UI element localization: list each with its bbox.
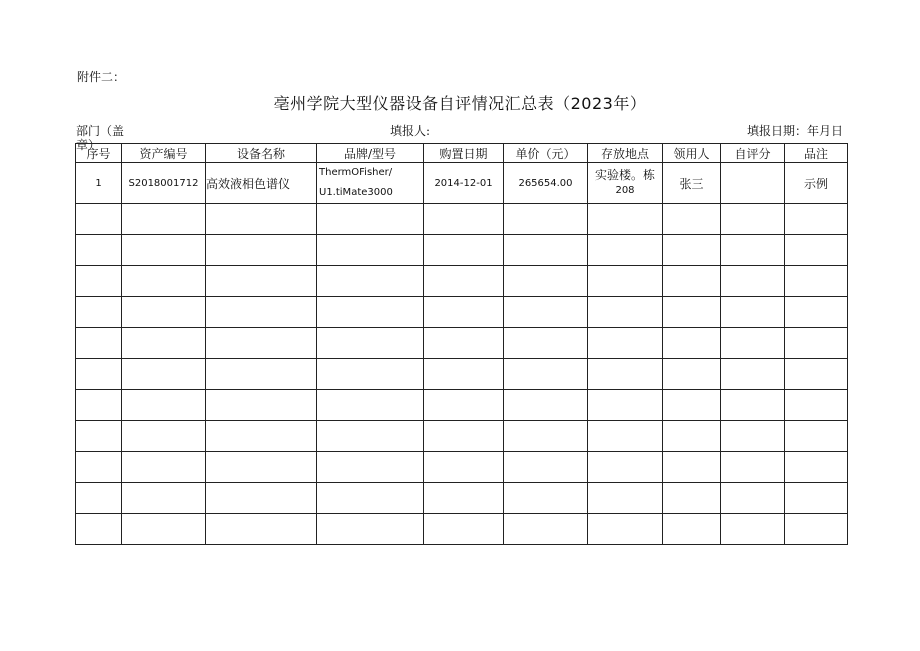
empty-cell bbox=[721, 297, 785, 328]
empty-cell bbox=[424, 235, 504, 266]
empty-cell bbox=[206, 328, 317, 359]
empty-cell bbox=[588, 235, 663, 266]
empty-cell bbox=[122, 483, 206, 514]
empty-cell bbox=[588, 359, 663, 390]
table-row-empty bbox=[76, 235, 848, 266]
summary-table bbox=[75, 143, 848, 545]
empty-cell bbox=[76, 421, 122, 452]
empty-cell bbox=[122, 514, 206, 545]
empty-cell bbox=[122, 359, 206, 390]
empty-cell bbox=[317, 328, 424, 359]
header-asset-no: 资产编号 bbox=[122, 144, 206, 163]
empty-cell bbox=[721, 328, 785, 359]
empty-cell bbox=[122, 235, 206, 266]
empty-cell bbox=[206, 266, 317, 297]
empty-cell bbox=[424, 483, 504, 514]
header-remark: 品注 bbox=[785, 144, 848, 163]
table-row-empty bbox=[76, 266, 848, 297]
header-equipment-name: 设备名称 bbox=[206, 144, 317, 163]
empty-cell bbox=[317, 452, 424, 483]
empty-cell bbox=[76, 204, 122, 235]
header-location: 存放地点 bbox=[588, 144, 663, 163]
empty-cell bbox=[721, 452, 785, 483]
empty-cell bbox=[317, 421, 424, 452]
header-purchase-date: 购置日期 bbox=[424, 144, 504, 163]
location-line-1: 实验楼。栋 bbox=[594, 168, 655, 182]
empty-cell bbox=[663, 297, 721, 328]
empty-cell bbox=[122, 452, 206, 483]
empty-cell bbox=[663, 235, 721, 266]
empty-cell bbox=[424, 297, 504, 328]
table-row-empty bbox=[76, 514, 848, 545]
empty-cell bbox=[663, 390, 721, 421]
empty-cell bbox=[663, 421, 721, 452]
empty-cell bbox=[588, 328, 663, 359]
table-row bbox=[76, 163, 848, 204]
empty-cell bbox=[424, 359, 504, 390]
empty-cell bbox=[663, 483, 721, 514]
cell-purchase-date: 2014-12-01 bbox=[424, 163, 504, 204]
empty-cell bbox=[504, 359, 588, 390]
empty-cell bbox=[663, 328, 721, 359]
empty-cell bbox=[504, 266, 588, 297]
empty-cell bbox=[785, 204, 848, 235]
empty-cell bbox=[504, 328, 588, 359]
empty-cell bbox=[206, 452, 317, 483]
empty-cell bbox=[122, 328, 206, 359]
header-brand-model: 品牌/型号 bbox=[317, 144, 424, 163]
empty-cell bbox=[206, 514, 317, 545]
empty-cell bbox=[206, 359, 317, 390]
empty-cell bbox=[785, 235, 848, 266]
page-title: 亳州学院大型仪器设备自评情况汇总表（2023年） bbox=[273, 94, 647, 113]
empty-cell bbox=[785, 297, 848, 328]
empty-cell bbox=[206, 421, 317, 452]
empty-cell bbox=[588, 266, 663, 297]
empty-cell bbox=[424, 266, 504, 297]
table-row-empty bbox=[76, 297, 848, 328]
empty-cell bbox=[721, 266, 785, 297]
table-row-empty bbox=[76, 359, 848, 390]
empty-cell bbox=[76, 359, 122, 390]
header-user: 领用人 bbox=[663, 144, 721, 163]
table-row-empty bbox=[76, 452, 848, 483]
attachment-label: 附件二： bbox=[77, 70, 126, 84]
empty-cell bbox=[317, 514, 424, 545]
cell-unit-price: 265654.00 bbox=[504, 163, 588, 204]
empty-cell bbox=[785, 266, 848, 297]
empty-cell bbox=[785, 483, 848, 514]
empty-cell bbox=[122, 421, 206, 452]
cell-location bbox=[588, 163, 663, 204]
empty-cell bbox=[504, 204, 588, 235]
empty-cell bbox=[424, 204, 504, 235]
empty-cell bbox=[76, 483, 122, 514]
empty-cell bbox=[721, 390, 785, 421]
empty-cell bbox=[588, 421, 663, 452]
table-row-empty bbox=[76, 421, 848, 452]
empty-cell bbox=[122, 204, 206, 235]
empty-cell bbox=[206, 483, 317, 514]
empty-cell bbox=[663, 359, 721, 390]
empty-cell bbox=[785, 328, 848, 359]
empty-cell bbox=[721, 421, 785, 452]
empty-cell bbox=[317, 204, 424, 235]
empty-cell bbox=[504, 483, 588, 514]
cell-self-score bbox=[721, 163, 785, 204]
empty-cell bbox=[76, 328, 122, 359]
empty-cell bbox=[317, 297, 424, 328]
department-label: 部门（盖章） bbox=[76, 124, 125, 152]
brand-line-2: U1.tiMate3000 bbox=[319, 187, 393, 198]
table-header-row bbox=[76, 144, 848, 163]
empty-cell bbox=[424, 452, 504, 483]
empty-cell bbox=[317, 266, 424, 297]
location-line-2: 208 bbox=[615, 185, 635, 196]
empty-cell bbox=[721, 204, 785, 235]
empty-cell bbox=[588, 514, 663, 545]
empty-cell bbox=[785, 421, 848, 452]
empty-cell bbox=[76, 266, 122, 297]
empty-cell bbox=[504, 452, 588, 483]
empty-cell bbox=[588, 483, 663, 514]
empty-cell bbox=[504, 421, 588, 452]
filler-label: 填报人: bbox=[390, 124, 431, 138]
cell-remark: 示例 bbox=[785, 163, 848, 204]
table-row-empty bbox=[76, 483, 848, 514]
empty-cell bbox=[424, 421, 504, 452]
empty-cell bbox=[317, 359, 424, 390]
empty-cell bbox=[721, 483, 785, 514]
cell-seq: 1 bbox=[76, 163, 122, 204]
empty-cell bbox=[785, 359, 848, 390]
empty-cell bbox=[122, 390, 206, 421]
table-row-empty bbox=[76, 328, 848, 359]
empty-cell bbox=[76, 390, 122, 421]
empty-cell bbox=[76, 297, 122, 328]
empty-cell bbox=[588, 390, 663, 421]
empty-cell bbox=[206, 297, 317, 328]
empty-cell bbox=[504, 514, 588, 545]
cell-user: 张三 bbox=[663, 163, 721, 204]
empty-cell bbox=[663, 514, 721, 545]
empty-cell bbox=[663, 452, 721, 483]
empty-cell bbox=[206, 204, 317, 235]
cell-brand-model bbox=[317, 163, 424, 204]
empty-cell bbox=[424, 390, 504, 421]
empty-cell bbox=[317, 390, 424, 421]
empty-cell bbox=[206, 390, 317, 421]
empty-cell bbox=[721, 514, 785, 545]
empty-cell bbox=[76, 514, 122, 545]
brand-line-1: ThermOFisher/ bbox=[319, 167, 393, 178]
empty-cell bbox=[76, 235, 122, 266]
header-unit-price: 单价（元） bbox=[504, 144, 588, 163]
empty-cell bbox=[785, 514, 848, 545]
cell-equipment-name: 高效液相色谱仪 bbox=[206, 163, 317, 204]
empty-cell bbox=[504, 297, 588, 328]
empty-cell bbox=[424, 328, 504, 359]
table-row-empty bbox=[76, 204, 848, 235]
empty-cell bbox=[317, 235, 424, 266]
empty-cell bbox=[317, 483, 424, 514]
empty-cell bbox=[76, 452, 122, 483]
empty-cell bbox=[504, 390, 588, 421]
empty-cell bbox=[721, 235, 785, 266]
header-seq: 序号 bbox=[76, 144, 122, 163]
fill-date-label: 填报日期：年月日 bbox=[746, 124, 843, 138]
empty-cell bbox=[785, 452, 848, 483]
empty-cell bbox=[206, 235, 317, 266]
empty-cell bbox=[588, 297, 663, 328]
empty-cell bbox=[588, 452, 663, 483]
empty-cell bbox=[504, 235, 588, 266]
empty-cell bbox=[721, 359, 785, 390]
table-row-empty bbox=[76, 390, 848, 421]
cell-asset-no: S2018001712 bbox=[122, 163, 206, 204]
empty-cell bbox=[424, 514, 504, 545]
empty-cell bbox=[663, 266, 721, 297]
empty-cell bbox=[122, 297, 206, 328]
empty-cell bbox=[588, 204, 663, 235]
empty-cell bbox=[122, 266, 206, 297]
empty-cell bbox=[785, 390, 848, 421]
header-self-score: 自评分 bbox=[721, 144, 785, 163]
empty-cell bbox=[663, 204, 721, 235]
